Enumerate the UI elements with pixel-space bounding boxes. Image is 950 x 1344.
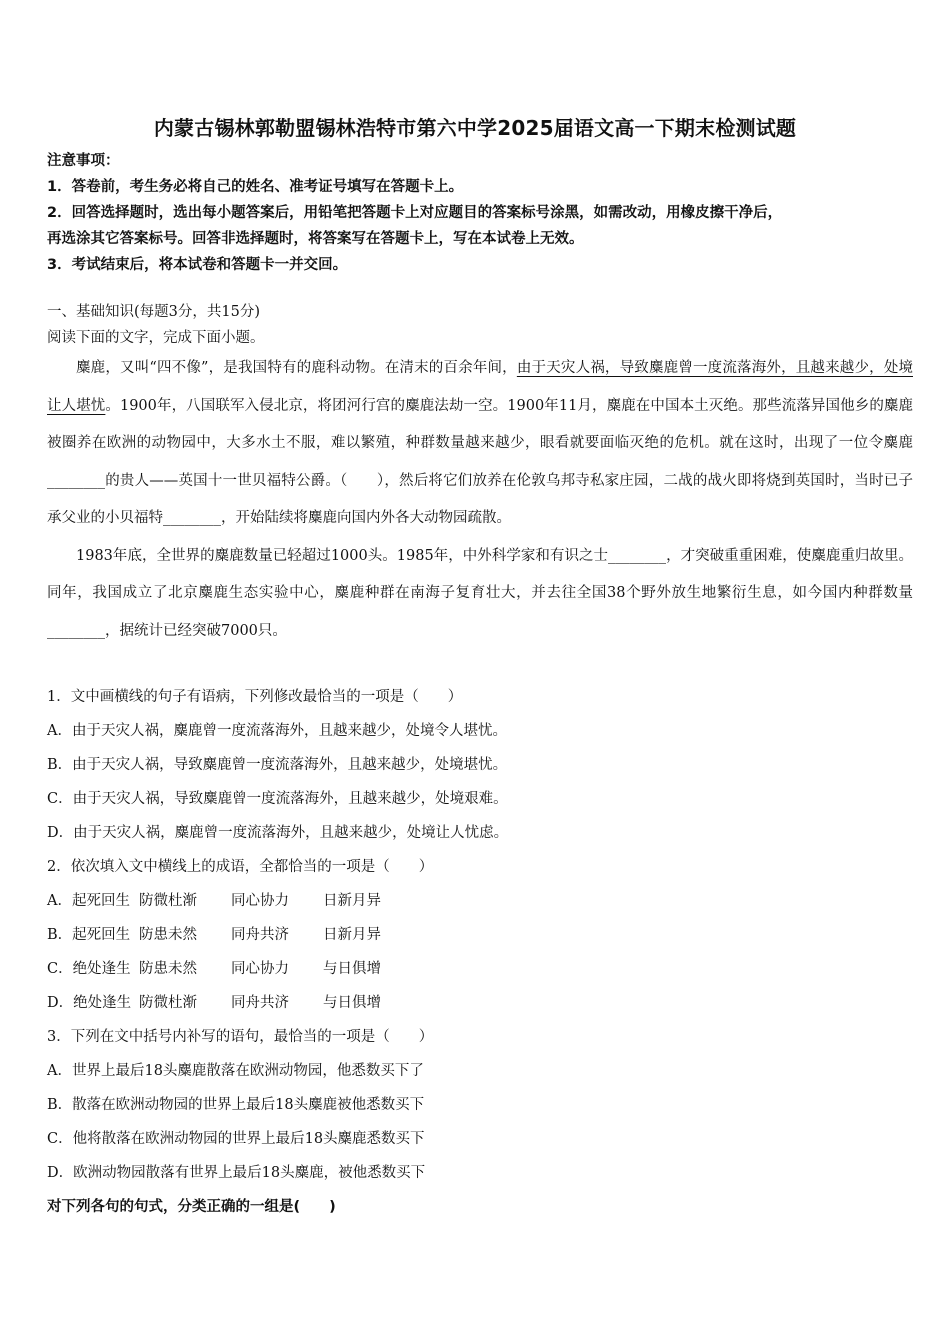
idiom: C．绝处逢生 [47, 961, 131, 977]
idiom: 同心协力 [231, 893, 289, 909]
idiom: 防微杜渐 [139, 893, 197, 909]
idiom: 日新月异 [323, 927, 381, 943]
option-a [47, 884, 917, 918]
question-list [47, 680, 917, 1224]
option-b: B．由于天灾人祸，导致麋鹿曾一度流落海外，且越来越少，处境堪忧。 [47, 757, 508, 773]
idiom: 同舟共济 [231, 995, 289, 1011]
notice-item: 1．答卷前，考生务必将自己的姓名、准考证号填写在答题卡上。 [47, 179, 464, 195]
idiom: 与日俱增 [323, 995, 381, 1011]
idiom: 同舟共济 [231, 927, 289, 943]
passage-text: 。1900年，八国联军入侵北京，将团河行宫的麋鹿法劫一空。1900年11月，麋鹿在中国本土灭绝。那些流落异国他乡的麋鹿被圈养在欧洲的动物园中，大多水土不服，难以繁殖，种群数量越来越少，眼看就要面临灭绝的危机。就在这时，出现了一位令麋鹿________的贵人——英国十一世贝福特公爵。（ ），然后将它们放养在伦敦乌邦寺私家庄园，二战的战火即将烧到英国时，当时已子承父业的小贝福特________，开始陆续将麋鹿向国内外各大动物园疏散。 [47, 397, 914, 526]
section-intro: 阅读下面的文字，完成下面小题。 [47, 330, 265, 346]
idiom: D．绝处逢生 [47, 995, 132, 1011]
option-c: C．由于天灾人祸，导致麋鹿曾一度流落海外，且越来越少，处境艰难。 [47, 791, 508, 807]
idiom: 同心协力 [231, 961, 289, 977]
option-a: A．世界上最后18头麋鹿散落在欧洲动物园，他悉数买下了 [47, 1063, 424, 1079]
section-heading: 一、基础知识(每题3分，共15分) [47, 304, 260, 320]
idiom: 与日俱增 [323, 961, 381, 977]
option-b [47, 918, 917, 952]
option-d: D．由于天灾人祸，麋鹿曾一度流落海外，且越来越少，处境让人忧虑。 [47, 825, 509, 841]
passage-text: 麋鹿，又叫“四不像”，是我国特有的鹿科动物。在清末的百余年间， [76, 360, 517, 376]
notice-block [47, 148, 917, 278]
idiom: 日新月异 [323, 893, 381, 909]
idiom: B．起死回生 [47, 927, 131, 943]
option-d: D．欧洲动物园散落有世界上最后18头麋鹿，被他悉数买下 [47, 1165, 426, 1181]
notice-item: 再选涂其它答案标号。回答非选择题时，将答案写在答题卡上，写在本试卷上无效。 [47, 231, 584, 247]
idiom: 防患未然 [139, 927, 197, 943]
question-stem: 3．下列在文中括号内补写的语句，最恰当的一项是（ ） [47, 1029, 434, 1045]
passage-paragraph-1 [47, 350, 913, 538]
option-c [47, 952, 917, 986]
notice-item: 2．回答选择题时，选出每小题答案后，用铅笔把答题卡上对应题目的答案标号涂黑，如需改动，用橡皮擦干净后， [47, 205, 783, 221]
question-stem: 1．文中画横线的句子有语病，下列修改最恰当的一项是（ ） [47, 689, 463, 705]
page-title: 内蒙古锡林郭勒盟锡林浩特市第六中学2025届语文高一下期末检测试题 [153, 116, 797, 140]
idiom: 防患未然 [139, 961, 197, 977]
question-stem: 2．依次填入文中横线上的成语，全都恰当的一项是（ ） [47, 859, 434, 875]
notice-heading: 注意事项： [47, 153, 120, 169]
question-stem: 对下列各句的句式，分类正确的一组是( ) [47, 1199, 336, 1215]
idiom: 防微杜渐 [139, 995, 197, 1011]
reading-passage [47, 350, 913, 650]
option-c: C．他将散落在欧洲动物园的世界上最后18头麋鹿悉数买下 [47, 1131, 425, 1147]
option-a: A．由于天灾人祸，麋鹿曾一度流落海外，且越来越少，处境令人堪忧。 [47, 723, 507, 739]
notice-item: 3．考试结束后，将本试卷和答题卡一并交回。 [47, 257, 348, 273]
passage-paragraph-2: 1983年底，全世界的麋鹿数量已轻超过1000头。1985年，中外科学家和有识之士________，才突破重重困难，使麋鹿重归故里。同年，我国成立了北京麋鹿生态实验中心，麋鹿种群在南海子复育壮大，并去往全国38个野外放生地繁衍生息，如今国内种群数量________，据统计已经突破7000只。 [47, 547, 913, 639]
option-d [47, 986, 917, 1020]
option-b: B．散落在欧洲动物园的世界上最后18头麋鹿被他悉数买下 [47, 1097, 425, 1113]
idiom: A．起死回生 [47, 893, 130, 909]
underlined-sentence: 由于天灾人祸，导致麋鹿曾一度流落海外，且越来越少，处境让人堪忧 [47, 360, 913, 414]
